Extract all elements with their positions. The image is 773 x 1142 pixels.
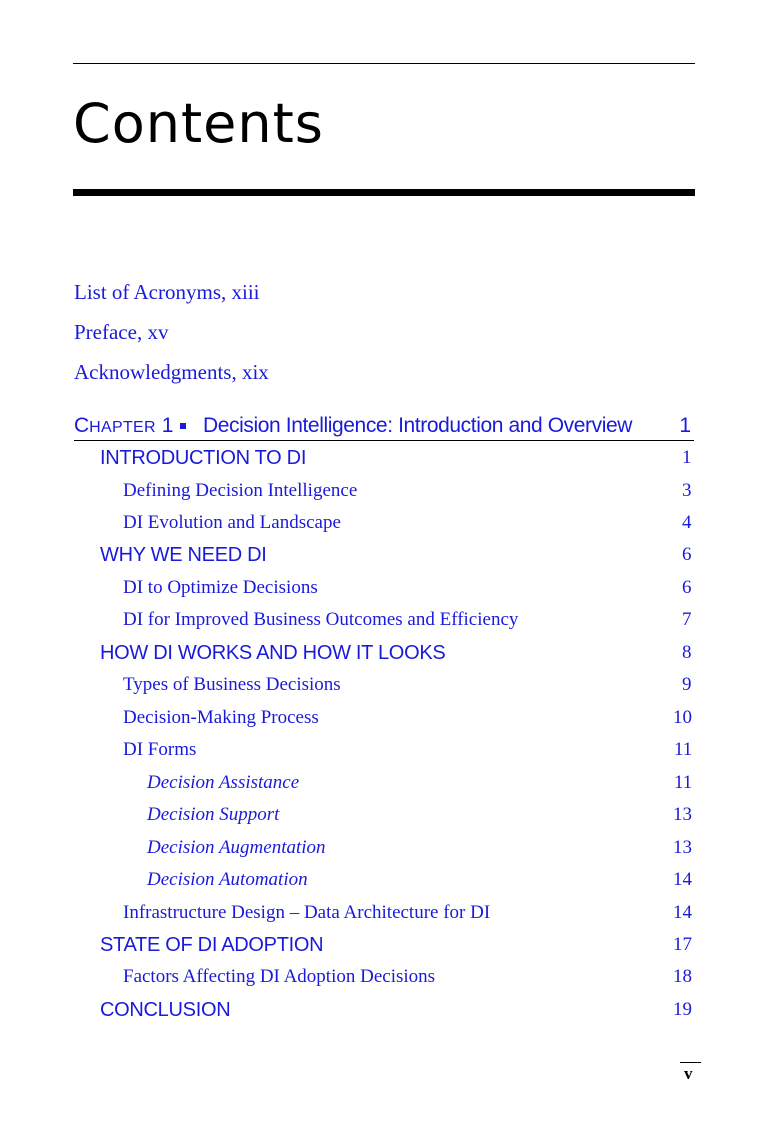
toc-entry[interactable]: WHY WE NEED DI 6	[100, 540, 267, 570]
page-number: 7	[682, 609, 692, 630]
chapter-label: CHAPTER 1	[74, 414, 174, 437]
chapter-title: Decision Intelligence: Introduction and Overview	[203, 414, 633, 437]
toc-entry[interactable]: DI Forms 11	[123, 735, 196, 765]
toc-entry[interactable]: DI to Optimize Decisions 6	[123, 573, 318, 603]
page-number: 1	[682, 447, 692, 468]
page-number: 11	[674, 739, 693, 760]
toc-entry[interactable]: Decision Assistance 11	[147, 768, 299, 798]
page-number: 8	[682, 642, 692, 663]
chapter-page-number: 1	[679, 414, 691, 437]
page-number: 3	[682, 480, 692, 501]
toc-entry[interactable]: STATE OF DI ADOPTION 17	[100, 930, 323, 960]
page-number: 14	[673, 902, 692, 923]
toc-entry[interactable]: Factors Affecting DI Adoption Decisions 18	[123, 962, 435, 992]
toc-entry[interactable]: DI Evolution and Landscape 4	[123, 508, 341, 538]
front-matter-preface-link[interactable]: Preface, xv	[74, 320, 169, 344]
chapter-number: 1	[161, 414, 174, 437]
page-number: 6	[682, 577, 692, 598]
toc-entry[interactable]: Types of Business Decisions 9	[123, 670, 341, 700]
toc-entry[interactable]: CONCLUSION 19	[100, 995, 230, 1025]
page-title: Contents	[73, 92, 324, 155]
page-number: 19	[673, 999, 692, 1020]
toc-entry[interactable]: Decision Automation 14	[147, 865, 308, 895]
page-number: 9	[682, 674, 692, 695]
toc-entry[interactable]: Decision Support 13	[147, 800, 279, 830]
page-number: 13	[673, 837, 692, 858]
page-number: 18	[673, 966, 692, 987]
toc-entry[interactable]: INTRODUCTION TO DI 1	[100, 443, 306, 473]
page-number: 11	[674, 772, 693, 793]
toc-entry[interactable]: HOW DI WORKS AND HOW IT LOOKS 8	[100, 638, 445, 668]
top-rule	[73, 63, 695, 64]
front-matter-acronyms-link[interactable]: List of Acronyms, xiii	[74, 280, 260, 304]
toc-entry[interactable]: DI for Improved Business Outcomes and Efficiency 7	[123, 605, 518, 635]
page-number: 6	[682, 544, 692, 565]
page-number: 14	[673, 869, 692, 890]
bullet-icon	[180, 423, 186, 429]
folio-rule	[680, 1062, 701, 1063]
page-number: 13	[673, 804, 692, 825]
page-number: 17	[673, 934, 692, 955]
page-folio: v	[684, 1064, 693, 1083]
front-matter-acknowledgments-link[interactable]: Acknowledgments, xix	[74, 360, 269, 384]
page-number: 4	[682, 512, 692, 533]
toc-entry[interactable]: Decision Augmentation 13	[147, 833, 326, 863]
toc-entry[interactable]: Infrastructure Design – Data Architecture for DI 14	[123, 898, 490, 928]
title-rule	[73, 189, 695, 196]
page-number: 10	[673, 707, 692, 728]
toc-entry[interactable]: Decision-Making Process 10	[123, 703, 319, 733]
chapter-1-heading[interactable]	[74, 412, 694, 441]
toc-entry[interactable]: Defining Decision Intelligence 3	[123, 476, 357, 506]
